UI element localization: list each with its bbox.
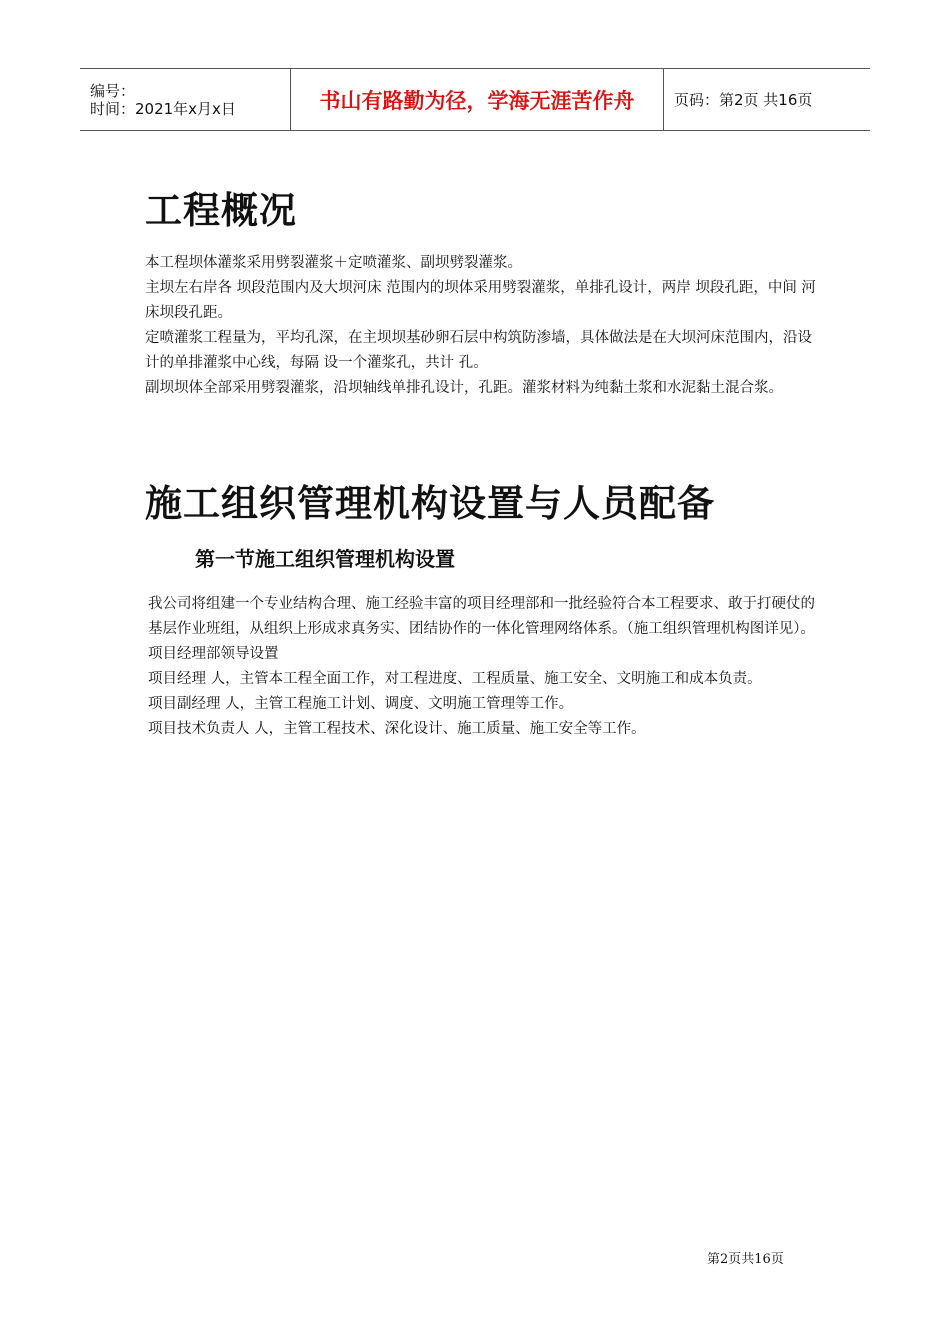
header-motto: 书山有路勤为径，学海无涯苦作舟: [291, 69, 664, 130]
overview-paragraph: 主坝左右岸各 坝段范围内及大坝河床 范围内的坝体采用劈裂灌浆，单排孔设计，两岸 坝段孔距，中间 河床坝段孔距。: [145, 280, 816, 321]
overview-paragraph: 本工程坝体灌浆采用劈裂灌浆＋定喷灌浆、副坝劈裂灌浆。: [145, 255, 522, 271]
page-footer: 第2页共16页: [707, 1252, 784, 1267]
organization-paragraph: 项目经理 人，主管本工程全面工作，对工程进度、工程质量、施工安全、文明施工和成本负责。: [148, 671, 762, 687]
organization-paragraph: 项目技术负责人 人，主管工程技术、深化设计、施工质量、施工安全等工作。: [148, 721, 646, 737]
section-title-organization: 施工组织管理机构设置与人员配备: [145, 482, 715, 525]
organization-paragraph: 我公司将组建一个专业结构合理、施工经验丰富的项目经理部和一批经验符合本工程要求、敢于打硬仗的基层作业班组，从组织上形成求真务实、团结协作的一体化管理网络体系。（施工组织管理机构图详见）。: [148, 596, 815, 637]
overview-paragraph: 副坝坝体全部采用劈裂灌浆，沿坝轴线单排孔设计，孔距。灌浆材料为纯黏土浆和水泥黏土混合浆。: [145, 380, 783, 396]
document-time-label: 时间：2021年x月x日: [90, 99, 236, 118]
organization-paragraph: 项目副经理 人，主管工程施工计划、调度、文明施工管理等工作。: [148, 696, 574, 712]
header-left-cell: [80, 69, 291, 130]
section-title-overview: 工程概况: [145, 189, 297, 232]
subsection-title: 第一节施工组织管理机构设置: [195, 547, 455, 571]
organization-paragraph: 项目经理部领导设置: [148, 646, 279, 662]
organization-body: [148, 592, 828, 742]
overview-body: [145, 251, 825, 401]
document-number-label: 编号：: [90, 81, 136, 100]
page-header: [80, 68, 870, 131]
overview-paragraph: 定喷灌浆工程量为，平均孔深，在主坝坝基砂卵石层中构筑防渗墙，具体做法是在大坝河床范围内，沿设计的单排灌浆中心线，每隔 设一个灌浆孔，共计 孔。: [145, 330, 812, 371]
header-page-label: 页码：第2页 共16页: [674, 91, 813, 109]
